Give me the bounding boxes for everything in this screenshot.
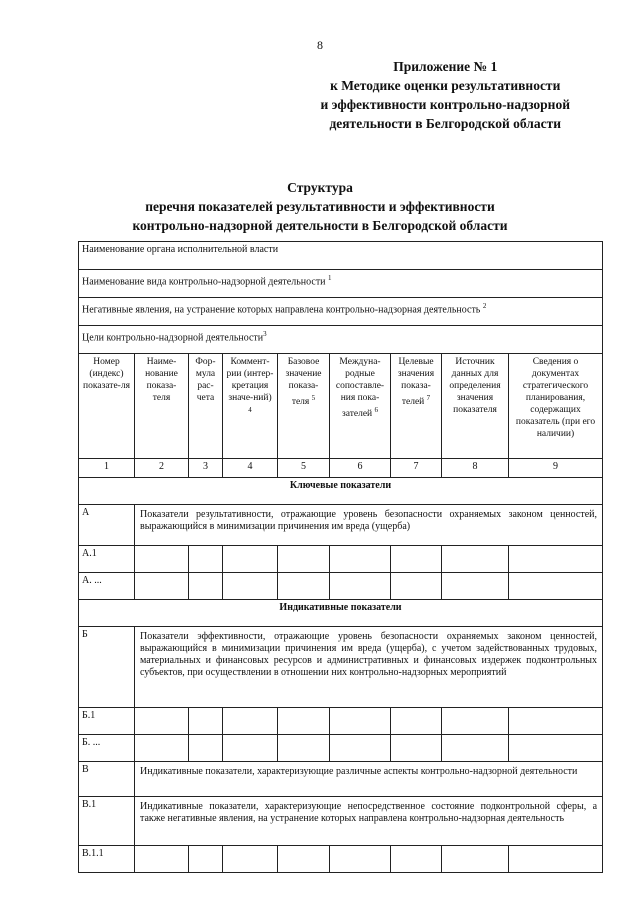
col-header-index: Номер (индекс) показате-ля: [79, 354, 135, 459]
footnote-mark: 7: [426, 394, 431, 402]
col-header-base-value: [278, 354, 330, 459]
row-goals: [79, 326, 603, 354]
appendix-line: деятельности в Белгородской области: [329, 116, 561, 131]
col-header-comments-text: Коммент-рии (интер-кретация значе-ний): [226, 357, 274, 403]
empty-cell: [278, 546, 330, 573]
row-code: В.1: [79, 797, 135, 846]
appendix-line: к Методике оценки результативности: [330, 78, 561, 93]
col-header-formula: Фор-мула рас-чета: [189, 354, 223, 459]
empty-cell: [509, 735, 603, 762]
footnote-mark: 6: [374, 406, 378, 414]
row-code: Б.1: [79, 708, 135, 735]
row-goals-text: Цели контрольно-надзорной деятельности: [82, 332, 264, 344]
empty-cell: [223, 546, 278, 573]
empty-cell: [278, 735, 330, 762]
empty-cell: [391, 846, 442, 873]
block-description: Показатели результативности, отражающие уровень безопасности охраняемых законом ценностей, выражающийся в минимизации причинения им вреда (ущерба): [135, 505, 603, 546]
empty-cell: [442, 846, 509, 873]
col-header-strategic-docs: Сведения о документах стратегического планирования, содержащих показатель (при его наличии): [509, 354, 603, 459]
footnote-mark: 2: [482, 302, 487, 310]
section-indicative-indicators: Индикативные показатели: [79, 600, 603, 627]
empty-cell: [223, 846, 278, 873]
empty-cell: [509, 846, 603, 873]
column-number: 5: [278, 459, 330, 478]
empty-cell: [330, 846, 391, 873]
empty-cell: [189, 708, 223, 735]
document-title: [0, 178, 640, 235]
column-number: 2: [135, 459, 189, 478]
col-header-data-source: Источник данных для определения значения показателя: [442, 354, 509, 459]
empty-cell: [391, 735, 442, 762]
title-line: контрольно-надзорной деятельности в Белгородской области: [132, 218, 508, 233]
col-header-international-text: Междуна-родные сопоставле-ния пока-зателей: [335, 357, 385, 420]
row-negative-text: Негативные явления, на устранение которых направлена контрольно-надзорная деятельность: [82, 304, 481, 316]
block-description: Индикативные показатели, характеризующие различные аспекты контрольно-надзорной деятельности: [135, 762, 603, 797]
empty-cell: [223, 573, 278, 600]
empty-cell: [135, 708, 189, 735]
empty-cell: [391, 708, 442, 735]
row-kind: [79, 270, 603, 298]
footnote-mark: 3: [263, 330, 267, 338]
col-header-comments: [223, 354, 278, 459]
title-line: перечня показателей результативности и эффективности: [145, 199, 495, 214]
empty-cell: [442, 735, 509, 762]
empty-cell: [509, 708, 603, 735]
footnote-mark: 4: [248, 406, 252, 414]
empty-cell: [509, 546, 603, 573]
empty-cell: [442, 546, 509, 573]
block-description: Индикативные показатели, характеризующие непосредственное состояние подконтрольной сферы, а также негативные явления, на устранение которых направлена контрольно-надзорная деятельность: [135, 797, 603, 846]
empty-cell: [330, 546, 391, 573]
empty-cell: [391, 546, 442, 573]
empty-cell: [330, 708, 391, 735]
row-negative: [79, 298, 603, 326]
row-code: Б: [79, 627, 135, 708]
block-description: Показатели эффективности, отражающие уровень безопасности охраняемых законом ценностей, выражающийся в минимизации причинения им вреда (ущерба), с учетом задействованных трудовых, материальных и финансовых ресурсов и административных и финансовых издержек подконтрольных субъектов, при осуществлении в отношении них контрольно-надзорных мероприятий: [135, 627, 603, 708]
title-line: Структура: [287, 180, 353, 195]
footnote-mark: 5: [311, 394, 316, 402]
footnote-mark: 1: [328, 274, 332, 282]
empty-cell: [330, 735, 391, 762]
empty-cell: [189, 735, 223, 762]
empty-cell: [135, 846, 189, 873]
empty-cell: [278, 573, 330, 600]
indicators-table: [78, 241, 603, 873]
empty-cell: [442, 573, 509, 600]
appendix-title: Приложение № 1: [393, 59, 498, 74]
empty-cell: [278, 846, 330, 873]
empty-cell: [509, 573, 603, 600]
section-key-indicators: Ключевые показатели: [79, 478, 603, 505]
col-header-target-values-text: Целевые значения показа-телей: [397, 357, 435, 408]
col-header-target-values: [391, 354, 442, 459]
empty-cell: [223, 708, 278, 735]
empty-cell: [135, 573, 189, 600]
column-number: 6: [330, 459, 391, 478]
empty-cell: [135, 735, 189, 762]
col-header-name: Наиме-нование показа-теля: [135, 354, 189, 459]
column-number: 4: [223, 459, 278, 478]
row-code: В: [79, 762, 135, 797]
row-code: А. ...: [79, 573, 135, 600]
page-number: 8: [317, 38, 323, 52]
row-code: В.1.1: [79, 846, 135, 873]
row-kind-text: Наименование вида контрольно-надзорной деятельности: [82, 276, 326, 288]
row-organ: Наименование органа исполнительной власти: [79, 242, 603, 270]
empty-cell: [223, 735, 278, 762]
empty-cell: [278, 708, 330, 735]
empty-cell: [442, 708, 509, 735]
row-code: Б. ...: [79, 735, 135, 762]
appendix-heading: [320, 57, 570, 133]
row-code: А.1: [79, 546, 135, 573]
empty-cell: [135, 546, 189, 573]
column-number: 7: [391, 459, 442, 478]
column-number: 1: [79, 459, 135, 478]
column-number: 3: [189, 459, 223, 478]
column-number: 9: [509, 459, 603, 478]
col-header-international: [330, 354, 391, 459]
empty-cell: [189, 573, 223, 600]
empty-cell: [189, 546, 223, 573]
column-number: 8: [442, 459, 509, 478]
col-header-base-value-text: Базовое значение показа-теля: [285, 357, 322, 408]
empty-cell: [189, 846, 223, 873]
appendix-line: и эффективности контрольно-надзорной: [320, 97, 570, 112]
empty-cell: [391, 573, 442, 600]
row-code: А: [79, 505, 135, 546]
empty-cell: [330, 573, 391, 600]
